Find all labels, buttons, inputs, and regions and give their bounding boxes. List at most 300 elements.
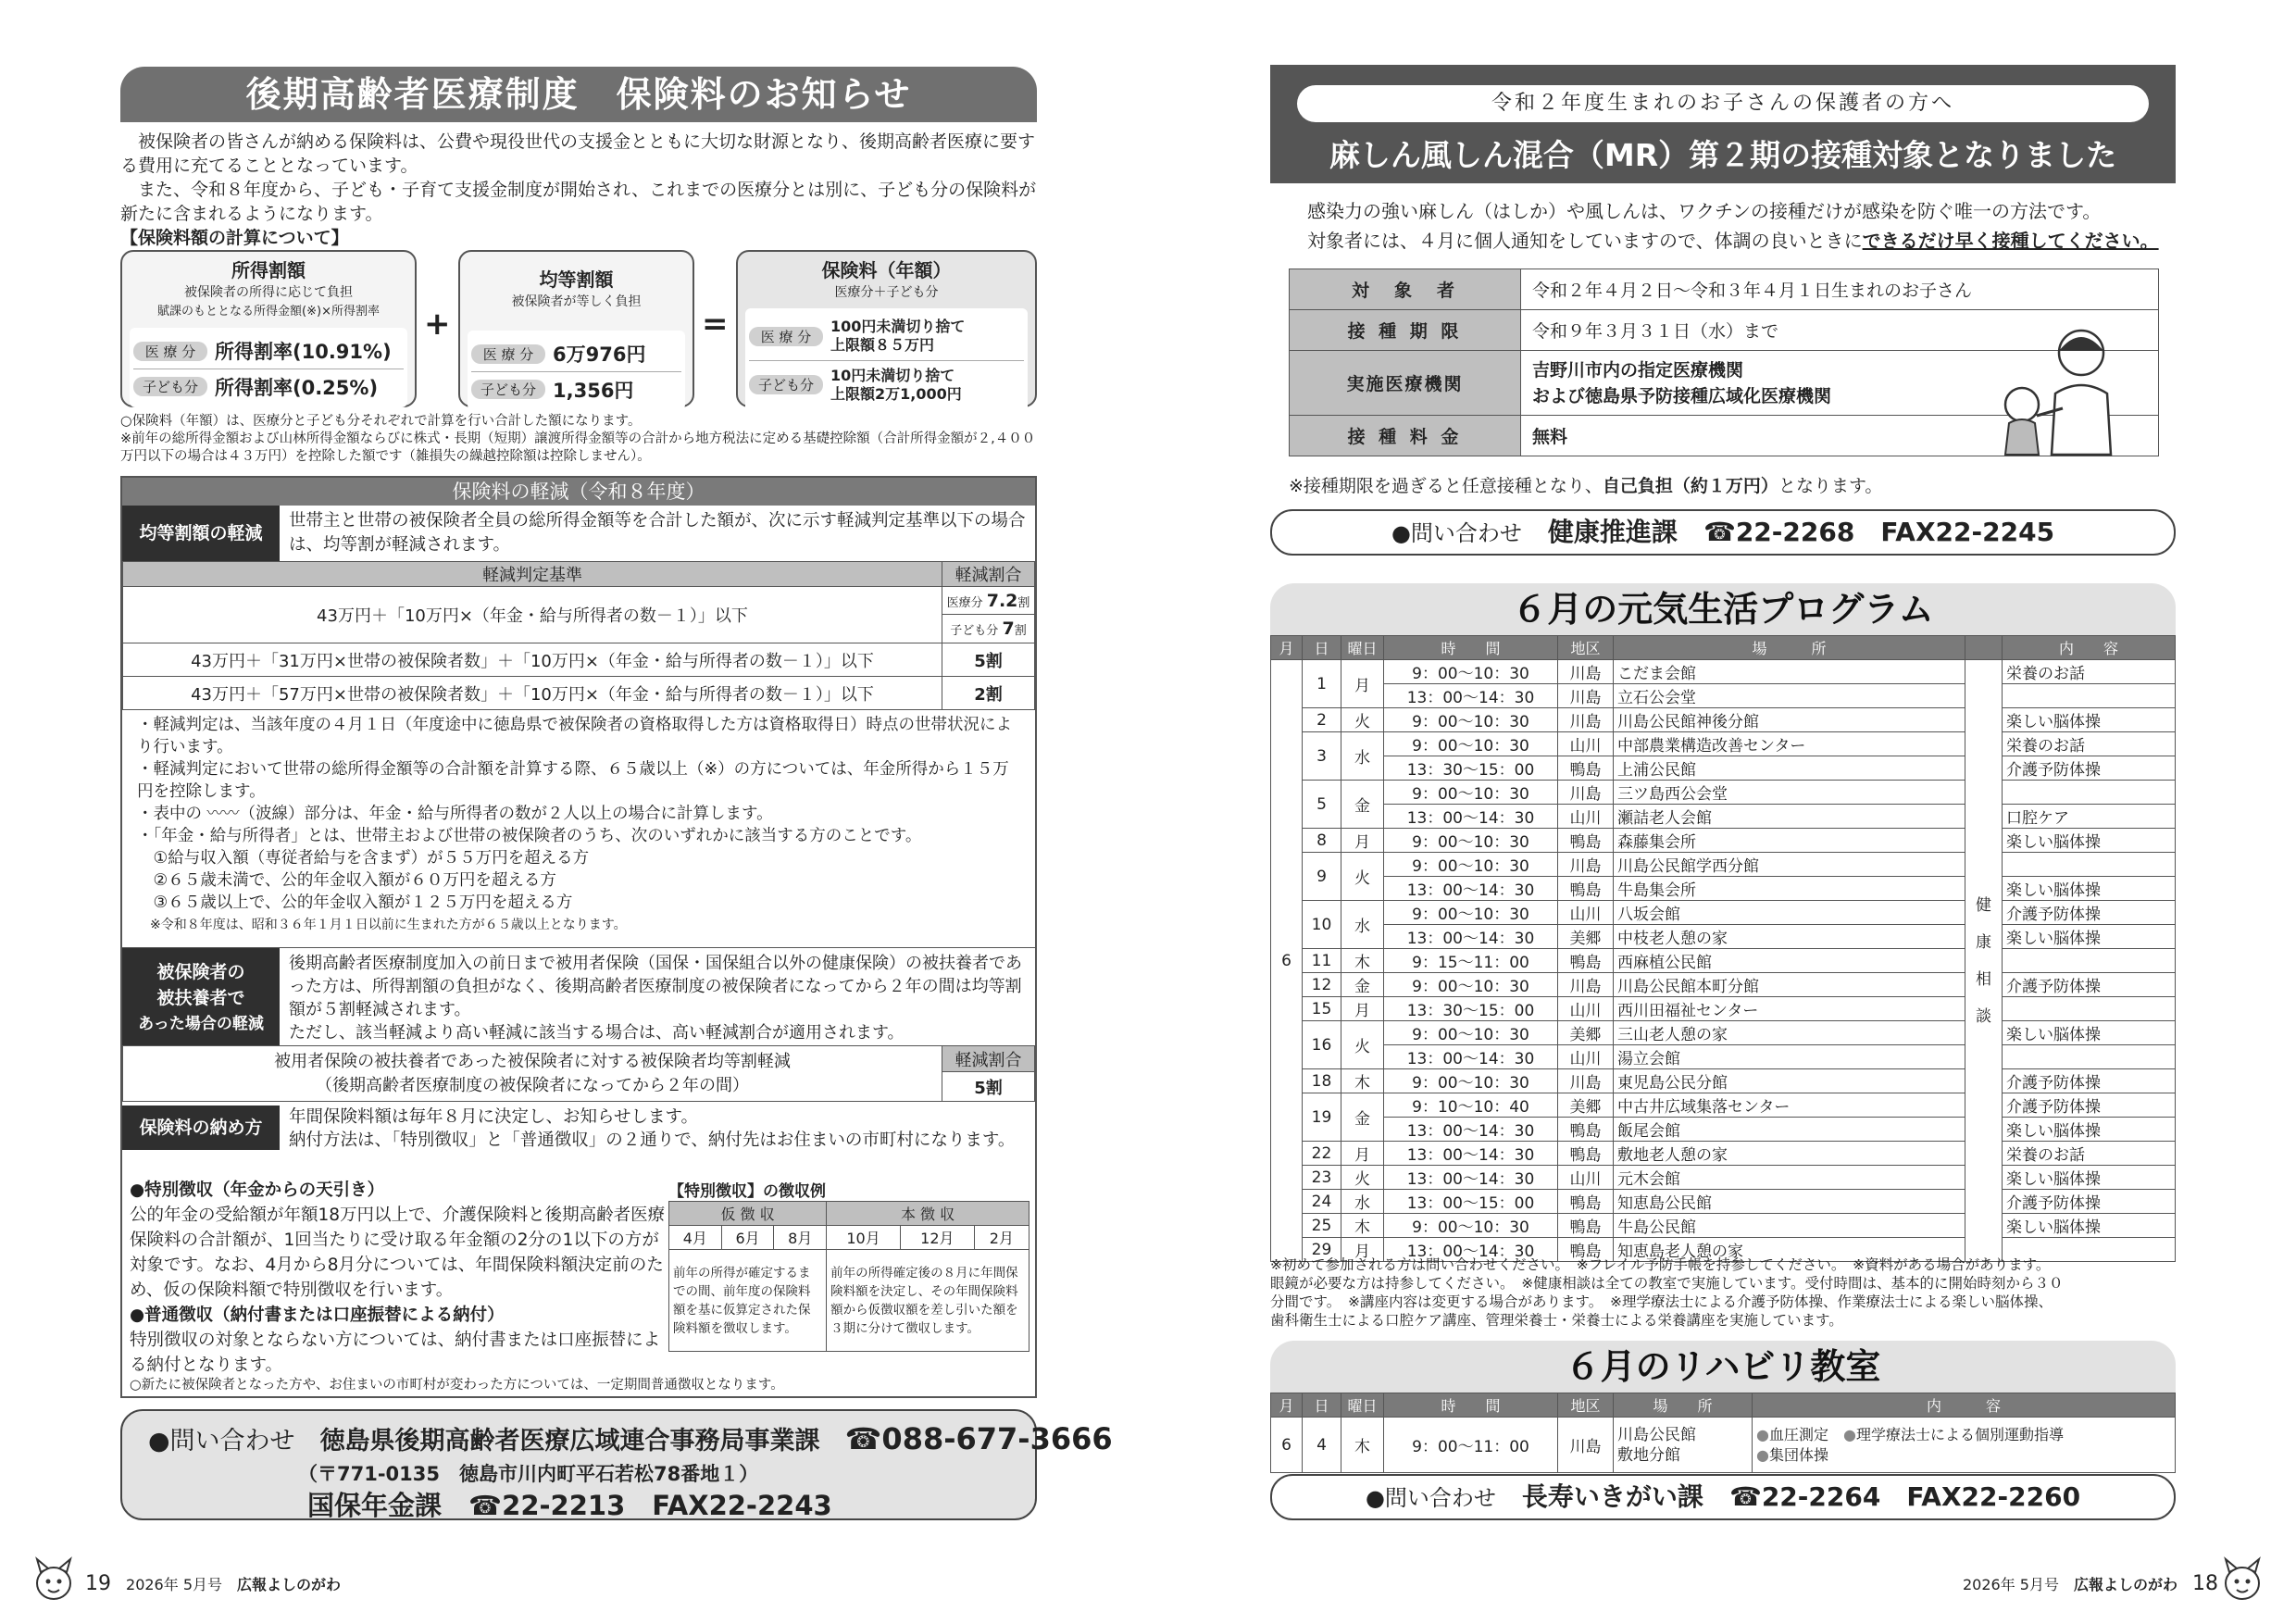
genki-place: 瀬詰老人会館 [1614, 805, 1965, 829]
table-row [1271, 901, 2176, 925]
bottom-note: ○新たに被保険者となった方や、お住まいの市町村が変わった方については、一定期間普通徴収となります。 [130, 1378, 784, 1393]
genki-place: こだま会館 [1614, 660, 1965, 684]
mr-k2: 接 種 期 限 [1290, 310, 1521, 351]
cnote-6: ②６５歳未満で、公的年金収入額が６０万円を超える方 [153, 871, 556, 890]
flat-k1: 医 療 分 [471, 344, 545, 364]
table-row [1271, 1118, 2176, 1142]
rate-head: 軽減割合 [942, 562, 1035, 587]
normal-text: 特別徴収の対象とならない方については、納付書または口座振替による納付となります。 [130, 1330, 661, 1375]
ex-pre-text: 前年の所得が確定するまでの間、前年度の保険料額を基に仮算定された保険料額を徴収します。 [669, 1250, 827, 1352]
genki-time: 13：00～14：30 [1384, 877, 1558, 901]
footer-right [1963, 1572, 2218, 1595]
genki-place: 中枝老人憩の家 [1614, 925, 1965, 949]
genki-place: 東児島公民分館 [1614, 1069, 1965, 1093]
genki-content: 介護予防体操 [2003, 1190, 2176, 1214]
consult-char: 康 [1976, 932, 1991, 952]
rh-time: 時 間 [1384, 1393, 1558, 1418]
genki-week: 月 [1341, 997, 1384, 1021]
gh-time: 時 間 [1384, 636, 1558, 660]
gh-month: 月 [1271, 636, 1303, 660]
genki-area: 鴨島 [1558, 1214, 1614, 1238]
total-sub1: 医療分＋子ども分 [834, 285, 939, 300]
mc-fax: FAX22-2245 [1880, 517, 2055, 547]
gnote-4: 歯科衛生士による口腔ケア講座、管理栄養士・栄養士による栄養講座を実施しています。 [1270, 1312, 1843, 1329]
mr-title: 麻しん風しん混合（MR）第２期の接種対象となりました [1329, 137, 2117, 173]
flat-v1: 6万976円 [553, 344, 646, 366]
genki-table [1270, 635, 2176, 1262]
rehab-title: ６月のリハビリ教室 [1270, 1341, 2176, 1393]
criteria-1: 43万円＋「10万円×（年金・給与所得者の数－１）」以下 [123, 587, 942, 643]
genki-content: 楽しい脳体操 [2003, 1166, 2176, 1190]
genki-week: 月 [1341, 829, 1384, 853]
rc-tel: ☎22-2264 [1728, 1481, 1881, 1512]
total-v1a: 100円未満切り捨て [830, 318, 966, 335]
genki-week: 月 [1341, 1142, 1384, 1166]
genki-area: 鴨島 [1558, 829, 1614, 853]
ex-m6: 2月 [974, 1226, 1029, 1250]
ex-m4: 10月 [827, 1226, 901, 1250]
rehab-table: 月 日 曜日 時 間 地区 場 所 内 容 6 4 木 9：00～11：00 川島 川島公民館 敷地分館 ●血圧測定 ●理学療法士による個別運動指導 ●集団体操 [1270, 1393, 2176, 1473]
mascot-right [2218, 1555, 2266, 1604]
rr-week: 木 [1341, 1418, 1384, 1473]
table-row [1271, 973, 2176, 997]
rr-place2: 敷地分館 [1617, 1445, 1680, 1465]
table-row [1271, 756, 2176, 781]
mr-note-a: ※接種期限を過ぎると任意接種となり、 [1289, 476, 1603, 496]
ex-main: 本 徴 収 [827, 1202, 1029, 1226]
genki-time: 9：00～10：30 [1384, 732, 1558, 756]
genki-time: 13：00～14：30 [1384, 1238, 1558, 1262]
table-row [1271, 1142, 2176, 1166]
genki-day: 19 [1303, 1093, 1341, 1142]
table-row [1271, 1214, 2176, 1238]
rh-area: 地区 [1558, 1393, 1614, 1418]
equal-text: 世帯主と世帯の被保険者全員の総所得金額等を合計した額が、次に示す軽減判定基準以下の場合は、均等割が軽減されます。 [289, 511, 1026, 555]
total-v2b: 上限額2万1,000円 [830, 384, 962, 403]
genki-place: 八坂会館 [1614, 901, 1965, 925]
income-sub1: 被保険者の所得に応じて負担 [184, 285, 353, 300]
genki-content: 栄養のお話 [2003, 1142, 2176, 1166]
mr-note-c: となります。 [1778, 476, 1883, 496]
ex-main-text: 前年の所得確定後の８月に年間保険料額を決定し、その年間保険料額から仮徴収額を差し引いた額を３期に分けて徴収します。 [827, 1250, 1029, 1352]
genki-time: 13：00～14：30 [1384, 684, 1558, 708]
rr-day: 4 [1303, 1418, 1341, 1473]
genki-time: 9：00～10：30 [1384, 829, 1558, 853]
cnote-1: ・軽減判定は、当該年度の４月１日（年度途中に徳島県で被保険者の資格取得した方は資格取得日）時点の世帯状況により行います。 [137, 716, 1012, 756]
reduce-title: 保険料の軽減（令和８年度） [122, 478, 1035, 506]
table-row [1271, 708, 2176, 732]
genki-area: 鴨島 [1558, 877, 1614, 901]
genki-content: 楽しい脳体操 [2003, 877, 2176, 901]
dep-row-2: （後期高齢者医療制度の被保険者になってから２年の間） [316, 1075, 749, 1095]
gh-consult [1965, 636, 2003, 660]
rr-c1: 血圧測定 [1768, 1425, 1828, 1443]
example-table [668, 1201, 1029, 1352]
genki-place: 川島公民館学西分館 [1614, 853, 1965, 877]
table-row [1271, 1190, 2176, 1214]
dep-label-3: あった場合の軽減 [138, 1015, 264, 1033]
cnote-8: ※令和８年度は、昭和３６年１月１日以前に生まれた方が６５歳以上となります。 [150, 918, 627, 932]
genki-time: 13：00～14：30 [1384, 1045, 1558, 1069]
genki-week: 火 [1341, 853, 1384, 901]
gh-content: 内 容 [2003, 636, 2176, 660]
calc-notes [120, 413, 1037, 466]
equals-sign: = [702, 306, 729, 343]
genki-content: 楽しい脳体操 [2003, 1021, 2176, 1045]
genki-content: 栄養のお話 [2003, 732, 2176, 756]
mr-text-2a: 対象者には、４月に個人通知をしていますので、体調の良いときに [1307, 230, 1863, 252]
genki-content [2003, 781, 2176, 805]
mr-text-1: 感染力の強い麻しん（はしか）や風しんは、ワクチンの接種だけが感染を防ぐ唯一の方法です。 [1307, 200, 2102, 222]
table-row [1271, 877, 2176, 901]
genki-day: 25 [1303, 1214, 1341, 1238]
lc-tel: ☎088-677-3666 [844, 1421, 1113, 1456]
calc-heading: 【保険料額の計算について】 [120, 228, 349, 248]
gnote-1: ※初めて参加される方は問い合わせください。 ※フレイル予防手帳を持参してください。 ※資料がある場合があります。 [1270, 1256, 2051, 1273]
genki-content: 介護予防体操 [2003, 901, 2176, 925]
rc-label: ●問い合わせ [1365, 1485, 1496, 1511]
rc-fax: FAX22-2260 [1906, 1481, 2081, 1512]
genki-day: 8 [1303, 829, 1341, 853]
gh-place: 場 所 [1614, 636, 1965, 660]
genki-area: 鴨島 [1558, 756, 1614, 781]
rr-c2: 理学療法士による個別運動指導 [1855, 1425, 2064, 1443]
mr-sub: 令和２年度生まれのお子さんの保護者の方へ [1297, 85, 2149, 122]
rate1-v2: 7 [1002, 618, 1015, 639]
genki-area: 川島 [1558, 708, 1614, 732]
rate1-k1: 医療分 [946, 596, 983, 610]
genki-area: 川島 [1558, 660, 1614, 684]
genki-content: 楽しい脳体操 [2003, 925, 2176, 949]
special-head: ●特別徴収（年金からの天引き） [130, 1181, 385, 1200]
doctor-illustration [1990, 319, 2129, 458]
genki-content: 介護予防体操 [2003, 1093, 2176, 1118]
genki-day: 16 [1303, 1021, 1341, 1069]
table-row [1271, 1166, 2176, 1190]
income-title: 所得割額 [231, 259, 306, 281]
mr-intro [1307, 196, 2168, 256]
mr-v2: 令和９年３月３１日（水）まで [1521, 310, 2159, 351]
income-sub2: 賦課のもととなる所得金額(※)×所得割率 [157, 305, 380, 319]
genki-week: 水 [1341, 732, 1384, 781]
ex-m2: 6月 [721, 1226, 774, 1250]
dep-label-2: 被扶養者で [156, 988, 245, 1008]
rh-month: 月 [1271, 1393, 1303, 1418]
table-row [1271, 781, 2176, 805]
example-title: 【特別徴収】の徴収例 [668, 1182, 826, 1201]
genki-week: 金 [1341, 1093, 1384, 1142]
mc-tel: ☎22-2268 [1703, 517, 1855, 547]
genki-area: 川島 [1558, 1069, 1614, 1093]
plus-sign: + [424, 306, 451, 343]
total-v2a: 10円未満切り捨て [830, 366, 955, 384]
mr-k1: 対 象 者 [1290, 269, 1521, 310]
criteria-2: 43万円＋「31万円×世帯の被保険者数」＋「10万円×（年金・給与所得者の数－１）」以下 [123, 643, 942, 677]
rehab-contact [1270, 1474, 2176, 1520]
criteria-3: 43万円＋「57万円×世帯の被保険者数」＋「10万円×（年金・給与所得者の数－１）」以下 [123, 677, 942, 710]
special-text: 公的年金の受給額が年額18万円以上で、介護保険料と後期高齢者医療保険料の合計額が、1回当たりに受け取る年金額の2分の1以下の方が対象です。なお、4月から8月分については、年間保険料額決定前のため、仮の保険料額で特別徴収を行います。 [130, 1206, 666, 1300]
genki-content: 楽しい脳体操 [2003, 829, 2176, 853]
mr-k4: 接 種 料 金 [1290, 416, 1521, 456]
rate1-k2: 子ども分 [950, 624, 999, 638]
genki-area: 山川 [1558, 1166, 1614, 1190]
genki-time: 9：10～10：40 [1384, 1093, 1558, 1118]
genki-day: 2 [1303, 708, 1341, 732]
genki-week: 木 [1341, 1069, 1384, 1093]
income-v1: 所得割率(10.91%) [215, 341, 392, 363]
genki-time: 9：00～10：30 [1384, 1214, 1558, 1238]
rr-c3: 集団体操 [1768, 1445, 1828, 1464]
genki-week: 火 [1341, 1021, 1384, 1069]
normal-head: ●普通徴収（納付書または口座振替による納付） [130, 1305, 505, 1325]
genki-time: 13：00～14：30 [1384, 1118, 1558, 1142]
issue-right: 2026年 5月号 [1963, 1576, 2059, 1593]
dep-text-2: ただし、該当軽減より高い軽減に該当する場合は、高い軽減割合が適用されます。 [289, 1023, 905, 1043]
genki-day: 18 [1303, 1069, 1341, 1093]
genki-time: 9：00～10：30 [1384, 901, 1558, 925]
table-row [1271, 1021, 2176, 1045]
table-row [1271, 1093, 2176, 1118]
lc-label: ●問い合わせ [148, 1427, 295, 1455]
name-right: 広報よしのがわ [2074, 1576, 2178, 1593]
genki-content: 口腔ケア [2003, 805, 2176, 829]
genki-place: 敷地老人憩の家 [1614, 1142, 1965, 1166]
ex-pre: 仮 徴 収 [669, 1202, 827, 1226]
genki-day: 12 [1303, 973, 1341, 997]
rr-month: 6 [1271, 1418, 1303, 1473]
genki-area: 川島 [1558, 684, 1614, 708]
genki-area: 美郷 [1558, 1021, 1614, 1045]
intro-2: また、令和８年度から、子ども・子育て支援金制度が開始され、これまでの医療分とは別に、子ども分の保険料が新たに含まれるようになります。 [120, 180, 1037, 224]
pay-text-1: 年間保険料額は毎年８月に決定し、お知らせします。 [289, 1107, 698, 1127]
genki-time: 9：00～10：30 [1384, 708, 1558, 732]
genki-area: 山川 [1558, 732, 1614, 756]
mr-v1: 令和２年４月２日～令和３年４月１日生まれのお子さん [1521, 269, 2159, 310]
criteria-notes [122, 710, 1035, 947]
flat-k2: 子ども分 [471, 380, 545, 399]
dep-row-1: 被用者保険の被扶養者であった被保険者に対する被保険者均等割軽減 [274, 1051, 791, 1071]
genki-week: 木 [1341, 1214, 1384, 1238]
cnote-3: ・表中の 〰〰（波線）部分は、年金・給与所得者の数が２人以上の場合に計算します。 [137, 805, 773, 823]
genki-place: 上浦公民館 [1614, 756, 1965, 781]
genki-consult [1965, 660, 2003, 1262]
genki-place: 西川田福祉センター [1614, 997, 1965, 1021]
mr-v3b: および徳島県予防接種広域化医療機関 [1532, 385, 1832, 406]
genki-area: 山川 [1558, 997, 1614, 1021]
genki-day: 24 [1303, 1190, 1341, 1214]
genki-time: 13：00～14：30 [1384, 925, 1558, 949]
genki-area: 美郷 [1558, 1093, 1614, 1118]
table-row [1271, 805, 2176, 829]
ex-m5: 12月 [900, 1226, 974, 1250]
calc-note-2: ※前年の総所得金額および山林所得金額ならびに株式・長期（短期）譲渡所得金額等の合計から地方税法に定める基礎控除額（合計所得金額が２,４００万円以下の場合は４３万円）を控除した額です（雑損失の繰越控除額は控除しません）。 [120, 431, 1036, 464]
rate-3: 2割 [942, 677, 1035, 710]
genki-place: 知恵島老人憩の家 [1614, 1238, 1965, 1262]
genki-place: 三ツ島西公会堂 [1614, 781, 1965, 805]
criteria-head: 軽減判定基準 [123, 562, 942, 587]
genki-time: 13：00～14：30 [1384, 805, 1558, 829]
cnote-4: ・「年金・給与所得者」とは、世帯主および世帯の被保険者のうち、次のいずれかに該当する方のことです。 [137, 827, 922, 845]
genki-content: 楽しい脳体操 [2003, 1118, 2176, 1142]
ex-m3: 8月 [774, 1226, 827, 1250]
genki-notes [1270, 1255, 2176, 1330]
table-row [1271, 829, 2176, 853]
lc-dept: 国保年金課 [307, 1490, 443, 1521]
income-box [120, 250, 417, 407]
genki-time: 13：00～15：00 [1384, 1190, 1558, 1214]
mr-v3a: 吉野川市内の指定医療機関 [1532, 359, 1744, 381]
genki-time: 9：00～10：30 [1384, 973, 1558, 997]
genki-time: 13：30～15：00 [1384, 997, 1558, 1021]
genki-place: 三山老人憩の家 [1614, 1021, 1965, 1045]
lc-org: 徳島県後期高齢者医療広域連合事務局事業課 [319, 1427, 820, 1455]
left-intro [120, 130, 1037, 250]
flat-sub1: 被保険者が等しく負担 [511, 294, 642, 309]
genki-content: 介護予防体操 [2003, 973, 2176, 997]
mr-v4: 無料 [1521, 416, 2159, 456]
genki-week: 火 [1341, 708, 1384, 732]
pay-label: 保険料の納め方 [122, 1106, 280, 1150]
cnote-7: ③６５歳以上で、公的年金収入額が１２５万円を超える方 [153, 893, 573, 912]
gh-week: 曜日 [1341, 636, 1384, 660]
genki-area: 鴨島 [1558, 949, 1614, 973]
mc-label: ●問い合わせ [1391, 520, 1522, 546]
rh-week: 曜日 [1341, 1393, 1384, 1418]
genki-area: 川島 [1558, 973, 1614, 997]
lc-tel2: ☎22-2213 [468, 1490, 626, 1521]
rate1-u2: 割 [1014, 624, 1027, 638]
rh-place: 場 所 [1614, 1393, 1753, 1418]
flat-title: 均等割額 [539, 269, 614, 291]
mc-dept: 健康推進課 [1547, 517, 1678, 547]
dep-label-1: 被保険者の [156, 962, 245, 982]
genki-content [2003, 949, 2176, 973]
criteria-table [122, 561, 1035, 710]
genki-time: 13：00～14：30 [1384, 1166, 1558, 1190]
genki-week: 月 [1341, 660, 1384, 708]
genki-place: 元木会館 [1614, 1166, 1965, 1190]
genki-area: 鴨島 [1558, 1190, 1614, 1214]
gnote-2: 眼鏡が必要な方は持参してください。 ※健康相談は全ての教室で実施しています。受付時間は、基本的に開始時刻から３０ [1270, 1275, 2064, 1292]
mr-note [1289, 472, 1882, 497]
table-row [1271, 732, 2176, 756]
mr-k3: 実施医療機関 [1290, 351, 1521, 416]
genki-week: 金 [1341, 973, 1384, 997]
dep-rate-head: 軽減割合 [942, 1046, 1035, 1072]
left-title: 後期高齢者医療制度 保険料のお知らせ [120, 67, 1037, 122]
table-row [1271, 925, 2176, 949]
dep-table [122, 1045, 1035, 1102]
genki-day: 3 [1303, 732, 1341, 781]
rh-content: 内 容 [1753, 1393, 2176, 1418]
genki-week: 金 [1341, 781, 1384, 829]
cnote-2: ・軽減判定において世帯の総所得金額等の合計額を計算する際、６５歳以上（※）の方については、年金所得から１５万円を控除します。 [137, 760, 1009, 801]
gh-day: 日 [1303, 636, 1341, 660]
genki-area: 山川 [1558, 901, 1614, 925]
genki-place: 牛島公民館 [1614, 1214, 1965, 1238]
gnote-3: 分間です。 ※講座内容は変更する場合があります。 ※理学療法士による介護予防体操、作業療法士による楽しい脳体操、 [1270, 1293, 2053, 1310]
mascot-left [30, 1555, 78, 1604]
genki-area: 山川 [1558, 1045, 1614, 1069]
table-row [1271, 1069, 2176, 1093]
genki-week: 月 [1341, 1238, 1384, 1262]
genki-time: 9：00～10：30 [1384, 781, 1558, 805]
genki-week: 木 [1341, 949, 1384, 973]
genki-area: 鴨島 [1558, 1238, 1614, 1262]
genki-place: 牛島集会所 [1614, 877, 1965, 901]
rate1-u1: 割 [1017, 596, 1030, 610]
consult-char: 相 [1976, 969, 1991, 989]
rate1-v1: 7.2 [986, 591, 1018, 611]
genki-time: 9：00～10：30 [1384, 1069, 1558, 1093]
table-row [1271, 684, 2176, 708]
page-num-right: 18 [2192, 1572, 2219, 1595]
genki-content [2003, 853, 2176, 877]
genki-content: 楽しい脳体操 [2003, 1214, 2176, 1238]
genki-place: 知恵島公民館 [1614, 1190, 1965, 1214]
genki-time: 9：00～10：30 [1384, 853, 1558, 877]
genki-area: 山川 [1558, 805, 1614, 829]
income-k1: 医 療 分 [133, 342, 207, 361]
name-left: 広報よしのがわ [237, 1576, 342, 1593]
table-row [1271, 660, 2176, 684]
genki-content: 栄養のお話 [2003, 660, 2176, 684]
genki-day: 9 [1303, 853, 1341, 901]
genki-time: 9：00～10：30 [1384, 1021, 1558, 1045]
table-row [1271, 997, 2176, 1021]
footer-left [85, 1572, 341, 1595]
total-v1b: 上限額８５万円 [830, 336, 935, 354]
genki-area: 鴨島 [1558, 1118, 1614, 1142]
page-num-left: 19 [85, 1572, 111, 1595]
pay-text-2: 納付方法は、「特別徴収」と「普通徴収」の２通りで、納付先はお住まいの市町村になります。 [289, 1131, 1016, 1150]
total-k2: 子ども分 [749, 375, 823, 394]
genki-place: 湯立会館 [1614, 1045, 1965, 1069]
genki-place: 森藤集会所 [1614, 829, 1965, 853]
rh-day: 日 [1303, 1393, 1341, 1418]
lc-addr: （〒771-0135 徳島市川内町平石若松78番地１） [298, 1463, 759, 1485]
genki-area: 鴨島 [1558, 1142, 1614, 1166]
genki-place: 中古井広域集落センター [1614, 1093, 1965, 1118]
genki-time: 13：30～15：00 [1384, 756, 1558, 781]
flat-box [458, 250, 694, 407]
genki-week: 水 [1341, 1190, 1384, 1214]
genki-content [2003, 1045, 2176, 1069]
rr-place1: 川島公民館 [1617, 1425, 1696, 1444]
reduction-section [120, 476, 1037, 1398]
consult-char: 談 [1976, 1006, 1991, 1026]
equal-label: 均等割額の軽減 [122, 506, 280, 561]
flat-v2: 1,356円 [553, 379, 634, 402]
rc-dept: 長寿いきがい課 [1521, 1481, 1703, 1512]
genki-day: 15 [1303, 997, 1341, 1021]
ex-m1: 4月 [669, 1226, 722, 1250]
genki-day: 29 [1303, 1238, 1341, 1262]
genki-time: 9：15～11：00 [1384, 949, 1558, 973]
genki-area: 川島 [1558, 781, 1614, 805]
rr-area: 川島 [1558, 1418, 1614, 1473]
dep-rate: 5割 [942, 1072, 1035, 1102]
genki-content: 介護予防体操 [2003, 1069, 2176, 1093]
genki-content: 楽しい脳体操 [2003, 708, 2176, 732]
genki-content: 介護予防体操 [2003, 756, 2176, 781]
genki-day: 22 [1303, 1142, 1341, 1166]
genki-day: 5 [1303, 781, 1341, 829]
intro-1: 被保険者の皆さんが納める保険料は、公費や現役世代の支援金とともに大切な財源となり、後期高齢者医療に要する費用に充てることとなっています。 [120, 131, 1036, 176]
issue-left: 2026年 5月号 [126, 1576, 223, 1593]
total-title: 保険料（年額） [821, 259, 952, 281]
genki-week: 火 [1341, 1166, 1384, 1190]
